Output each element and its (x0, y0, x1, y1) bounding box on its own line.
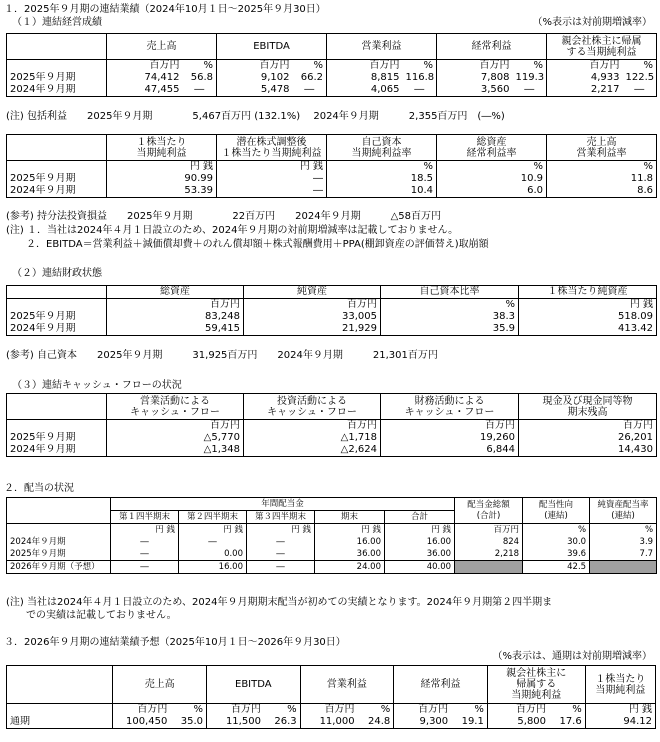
header-roe: 自己資本 当期純利益率 (327, 135, 437, 161)
header-operating-cf: 営業活動による キャッシュ・フロー (107, 394, 244, 420)
financial-position-table: 総資産 純資産 自己資本比率 １株当たり純資産 百万円 百万円 % 円 銭 2025年９月期 83,248 33,005 38.3 518.09 2024年９月期 59,415 21,929 35.9 413.42 (6, 285, 657, 336)
header-operating-profit: 営業利益 (327, 34, 437, 60)
table-row: 2024年９月期 53.39 ― 10.4 6.0 8.6 (7, 185, 657, 198)
operating-results-label: （１）連結経営成績 (12, 17, 102, 28)
equity-capital-note: (参考) 自己資本 2025年９月期 31,925百万円 2024年９月期 21,301百万円 (6, 350, 438, 361)
comprehensive-income-note: (注) 包括利益 2025年９月期 5,467百万円 (132.1%) 2024年９月期 2,355百万円 (―%) (6, 111, 505, 122)
cash-flow-label: （３）連結キャッシュ・フローの状況 (12, 380, 182, 391)
forecast-table: 売上高 EBITDA 営業利益 経常利益 親会社株主に 帰属する 当期純利益 １株当たり 当期純利益 百万円 % 百万円 % 百万円 % 百万円 % 百万円 % 円 銭 通期 100,450 35.0 11,500 26.3 11,000 24.8 9,300 19.1 5,800 17.6 94.12 (6, 665, 656, 729)
financial-position-label: （２）連結財政状態 (12, 268, 102, 279)
cash-flow-table: 営業活動による キャッシュ・フロー 投資活動による キャッシュ・フロー 財務活動による キャッシュ・フロー 現金及び現金同等物 期末残高 百万円 百万円 百万円 百万円 2025年９月期 △5,770 △1,718 19,260 26,201 2024年９月期 △1,348 △2,624 6,844 14,430 (6, 393, 657, 457)
header-annual-dividend: 年間配当金 (111, 498, 455, 511)
header-equity-ratio: 自己資本比率 (381, 286, 519, 299)
header-eps: １株当たり 当期純利益 (107, 135, 217, 161)
header-dividend-total: 配当金総額 (合計) (455, 498, 523, 524)
header-ebitda: EBITDA (217, 34, 327, 60)
header-bps: １株当たり純資産 (519, 286, 657, 299)
table-row: 2025年９月期 74,412 56.8 9,102 66.2 8,815 116.8 7,808 119.3 4,933 122.5 (7, 72, 657, 84)
operating-results-table: 売上高 EBITDA 営業利益 経常利益 親会社株主に帰属 する当期純利益 百万円 % 百万円 % 百万円 % 百万円 % 百万円 % 2025年９月期 74,412 56.8 9,102 66.2 8,815 116.8 7,808 119.3 4,933 122.5 2024年９月期 47,455 ― 5,478 ― 4,065 ― 3,560 ― 2,217 ― (6, 33, 657, 97)
header-net-profit: 親会社株主に帰属 する当期純利益 (547, 34, 657, 60)
forecast-header-ebitda: EBITDA (207, 666, 301, 704)
header-roa: 総資産 経常利益率 (437, 135, 547, 161)
section1-title: １．2025年９月期の連結業績（2024年10月１日～2025年９月30日） (4, 4, 326, 15)
header-investing-cf: 投資活動による キャッシュ・フロー (244, 394, 381, 420)
note-1: (注) １．当社は2024年４月１日設立のため、2024年９月期の対前期増減率は記載しておりません。 (6, 225, 459, 236)
table-row: 2024年９月期 ― ― ― 16.00 16.00 824 30.0 3.9 (7, 536, 657, 548)
table-row: 2024年９月期 47,455 ― 5,478 ― 4,065 ― 3,560 ― 2,217 ― (7, 84, 657, 97)
table-row: 2024年９月期 △1,348 △2,624 6,844 14,430 (7, 444, 657, 457)
forecast-header-sales: 売上高 (113, 666, 207, 704)
dividend-table: 年間配当金 配当金総額 (合計) 配当性向 (連結) 純資産配当率 (連結) 第１四半期末 第２四半期末 第３四半期末 期末 合計 円 銭 円 銭 円 銭 円 銭 円 銭 百万円 % % 2024年９月期 ― ― ― 16.00 16.00 824 30.0 3.9 2025年９月期 ― 0.00 ― 36.00 36.00 2,218 39.6 7.7 2026年９月期（予想） ― 16.00 ― 24.00 40.00 42.5 (6, 497, 657, 574)
table-row: 2026年９月期（予想） ― 16.00 ― 24.00 40.00 42.5 (7, 561, 657, 574)
header-operating-margin: 売上高 営業利益率 (547, 135, 657, 161)
dividend-title: ２．配当の状況 (4, 483, 74, 494)
header-payout-ratio: 配当性向 (連結) (523, 498, 590, 524)
dividend-note-1: (注) 当社は2024年４月１日設立のため、2024年９月期期末配当が初めての実績となります。2024年９月期第２四半期ま (6, 597, 553, 608)
table-row: 通期 100,450 35.0 11,500 26.3 11,000 24.8 9,300 19.1 5,800 17.6 94.12 (7, 716, 656, 729)
header-diluted-eps: 潜在株式調整後 １株当たり当期純利益 (217, 135, 327, 161)
header-ordinary-profit: 経常利益 (437, 34, 547, 60)
forecast-header-eps: １株当たり 当期純利益 (585, 666, 655, 704)
header-cash-balance: 現金及び現金同等物 期末残高 (519, 394, 657, 420)
per-share-table: １株当たり 当期純利益 潜在株式調整後 １株当たり当期純利益 自己資本 当期純利益率 総資産 経常利益率 売上高 営業利益率 円 銭 円 銭 % % % 2025年９月期 90.99 ― 18.5 10.9 11.8 2024年９月期 53.39 ― 10.4 6.0 8.6 (6, 134, 657, 198)
note-2: ２．EBITDA＝営業利益＋減価償却費＋のれん償却額＋株式報酬費用＋PPA(棚卸資産の評価替え)取崩額 (6, 239, 489, 250)
forecast-header-net-profit: 親会社株主に 帰属する 当期純利益 (487, 666, 585, 704)
table-row: 2025年９月期 83,248 33,005 38.3 518.09 (7, 311, 657, 323)
dividend-note-2: での実績は記載しておりません。 (6, 610, 177, 621)
table-row: 2024年９月期 59,415 21,929 35.9 413.42 (7, 323, 657, 336)
table-row: 2025年９月期 △5,770 △1,718 19,260 26,201 (7, 432, 657, 444)
forecast-title: ３．2026年９月期の連結業績予想（2025年10月１日～2026年９月30日） (4, 637, 346, 648)
header-total-assets: 総資産 (107, 286, 244, 299)
table-row: 2025年９月期 90.99 ― 18.5 10.9 11.8 (7, 173, 657, 185)
table-row: 2025年９月期 ― 0.00 ― 36.00 36.00 2,218 39.6 7.7 (7, 548, 657, 561)
header-net-assets: 純資産 (244, 286, 381, 299)
forecast-header-ordinary-profit: 経常利益 (394, 666, 488, 704)
header-net-asset-dividend-ratio: 純資産配当率 (連結) (590, 498, 657, 524)
forecast-percent-note: （%表示は、通期は対前期増減率） (492, 651, 652, 662)
header-sales: 売上高 (107, 34, 217, 60)
percent-note: （%表示は対前期増減率） (532, 17, 652, 28)
header-financing-cf: 財務活動による キャッシュ・フロー (381, 394, 519, 420)
equity-method-note: (参考) 持分法投資損益 2025年９月期 22百万円 2024年９月期 △58百万円 (6, 211, 442, 222)
forecast-header-operating-profit: 営業利益 (300, 666, 394, 704)
